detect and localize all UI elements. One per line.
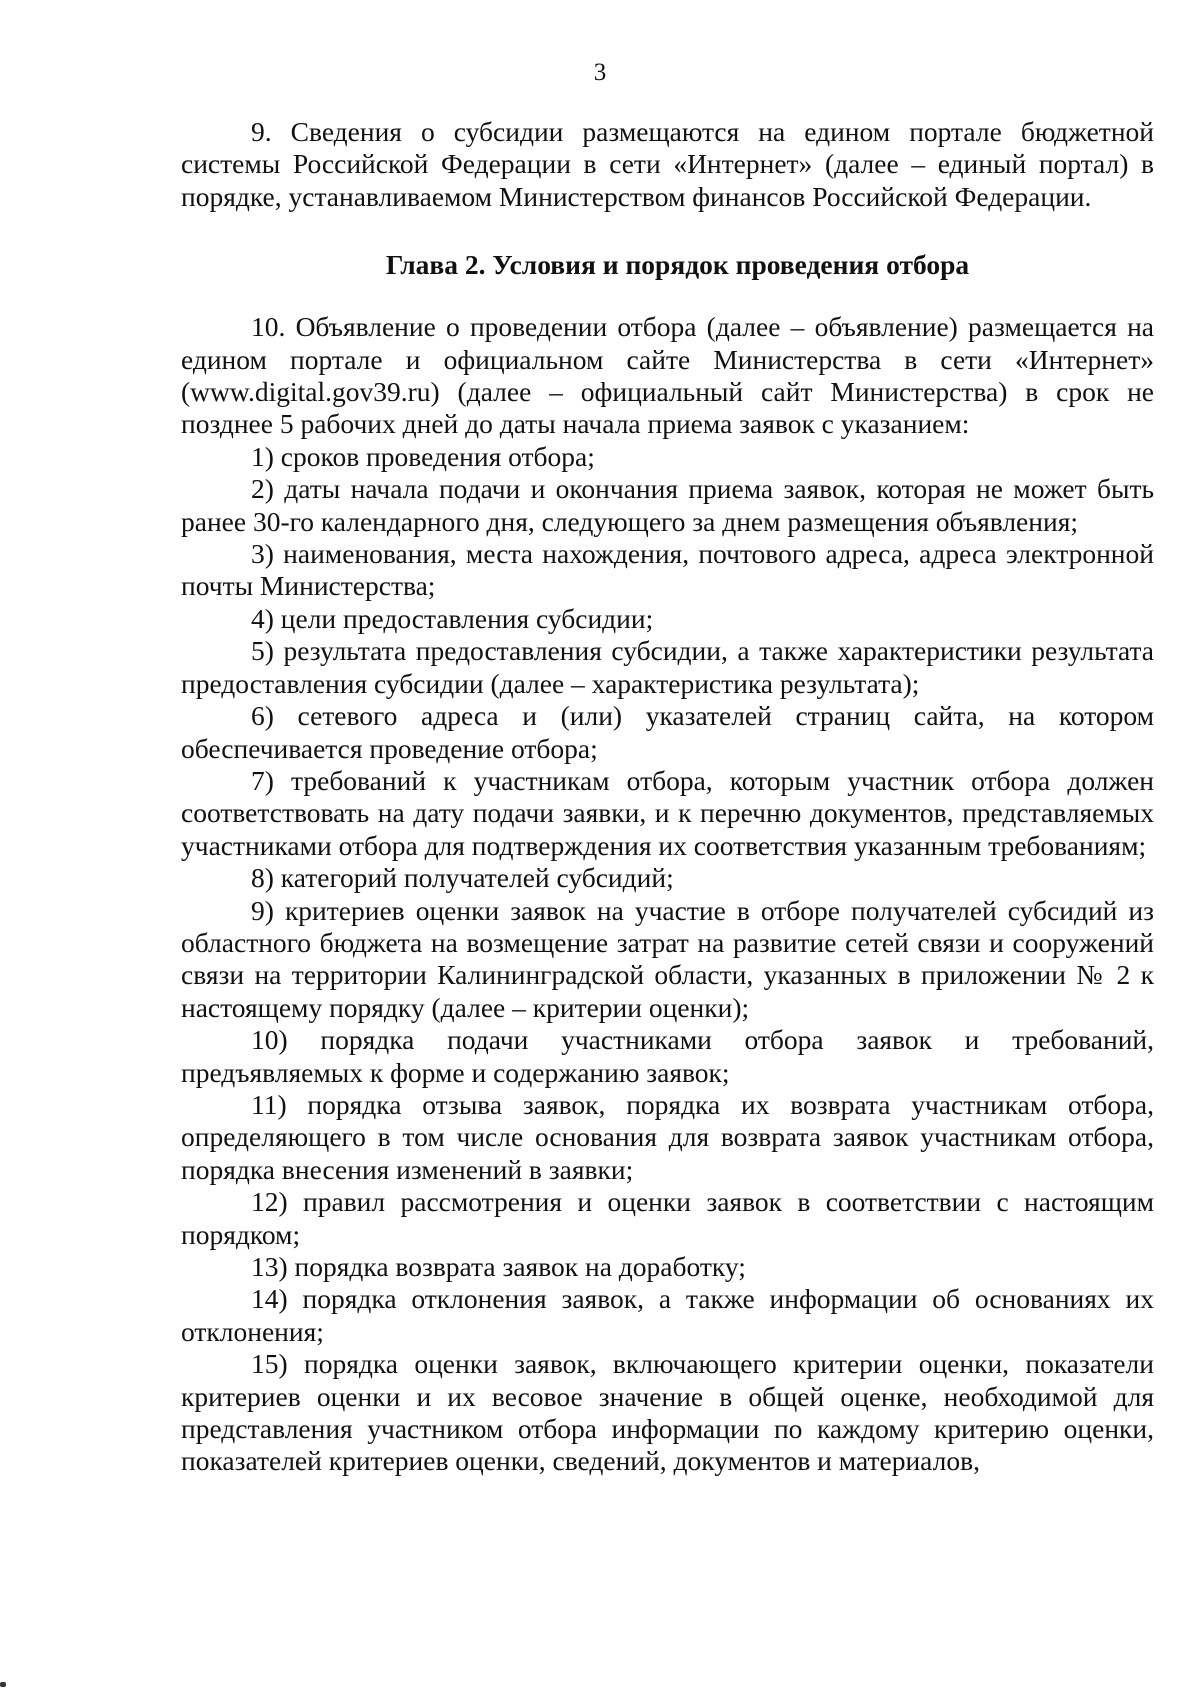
list-item-14: 14) порядка отклонения заявок, а также информации об основаниях их отклонения; xyxy=(181,1283,1154,1347)
list-item-5: 5) результата предоставления субсидии, а также характеристики результата предоставления субсидии (далее – характеристика результата); xyxy=(181,635,1154,699)
list-item-12: 12) правил рассмотрения и оценки заявок в соответствии с настоящим порядком; xyxy=(181,1186,1154,1250)
paragraph-10: 10. Объявление о проведении отбора (далее – объявление) размещается на едином портале и официальном сайте Министерства в сети «Интернет» (www.digital.gov39.ru) (далее – официальный сайт Министерства) в срок не позднее 5 рабочих дней до даты начала приема заявок с указанием: xyxy=(181,311,1154,440)
list-item-8: 8) категорий получателей субсидий; xyxy=(251,862,674,894)
list-item-6: 6) сетевого адреса и (или) указателей страниц сайта, на котором обеспечивается проведение отбора; xyxy=(181,700,1154,764)
page-number: 3 xyxy=(593,59,607,86)
chapter-title: Глава 2. Условия и порядок проведения отбора xyxy=(385,249,970,281)
list-item-10: 10) порядка подачи участниками отбора заявок и требований, предъявляемых к форме и содержанию заявок; xyxy=(181,1024,1154,1088)
list-item-9: 9) критериев оценки заявок на участие в отборе получателей субсидий из областного бюджета на возмещение затрат на развитие сетей связи и сооружений связи на территории Калининградской области, указанных в приложении № 2 к настоящему порядку (далее – критерии оценки); xyxy=(181,894,1154,1023)
list-item-3: 3) наименования, места нахождения, почтового адреса, адреса электронной почты Министерства; xyxy=(181,538,1154,602)
list-item-4: 4) цели предоставления субсидии; xyxy=(251,602,654,634)
list-item-15: 15) порядка оценки заявок, включающего критерии оценки, показатели критериев оценки и их весовое значение в общей оценке, необходимой для представления участником отбора информации по каждому критерию оценки, показателей критериев оценки, сведений, документов и материалов, xyxy=(181,1348,1154,1477)
list-item-2: 2) даты начала подачи и окончания приема заявок, которая не может быть ранее 30-го календарного дня, следующего за днем размещения объявления; xyxy=(181,473,1154,537)
paragraph-9: 9. Сведения о субсидии размещаются на едином портале бюджетной системы Российской Федерации в сети «Интернет» (далее – единый портал) в порядке, устанавливаемом Министерством финансов Российской Федерации. xyxy=(181,116,1154,212)
list-item-13: 13) порядка возврата заявок на доработку; xyxy=(251,1251,746,1282)
list-item-1: 1) сроков проведения отбора; xyxy=(251,440,595,472)
document-body xyxy=(181,116,1154,1478)
list-item-7: 7) требований к участникам отбора, которым участник отбора должен соответствовать на дату подачи заявки, и к перечню документов, представляемых участниками отбора для подтверждения их соответствия указанным требованиям; xyxy=(181,764,1154,861)
scan-artifact xyxy=(0,1682,6,1687)
list-item-11: 11) порядка отзыва заявок, порядка их возврата участникам отбора, определяющего в том числе основания для возврата заявок участникам отбора, порядка внесения изменений в заявки; xyxy=(181,1088,1154,1185)
